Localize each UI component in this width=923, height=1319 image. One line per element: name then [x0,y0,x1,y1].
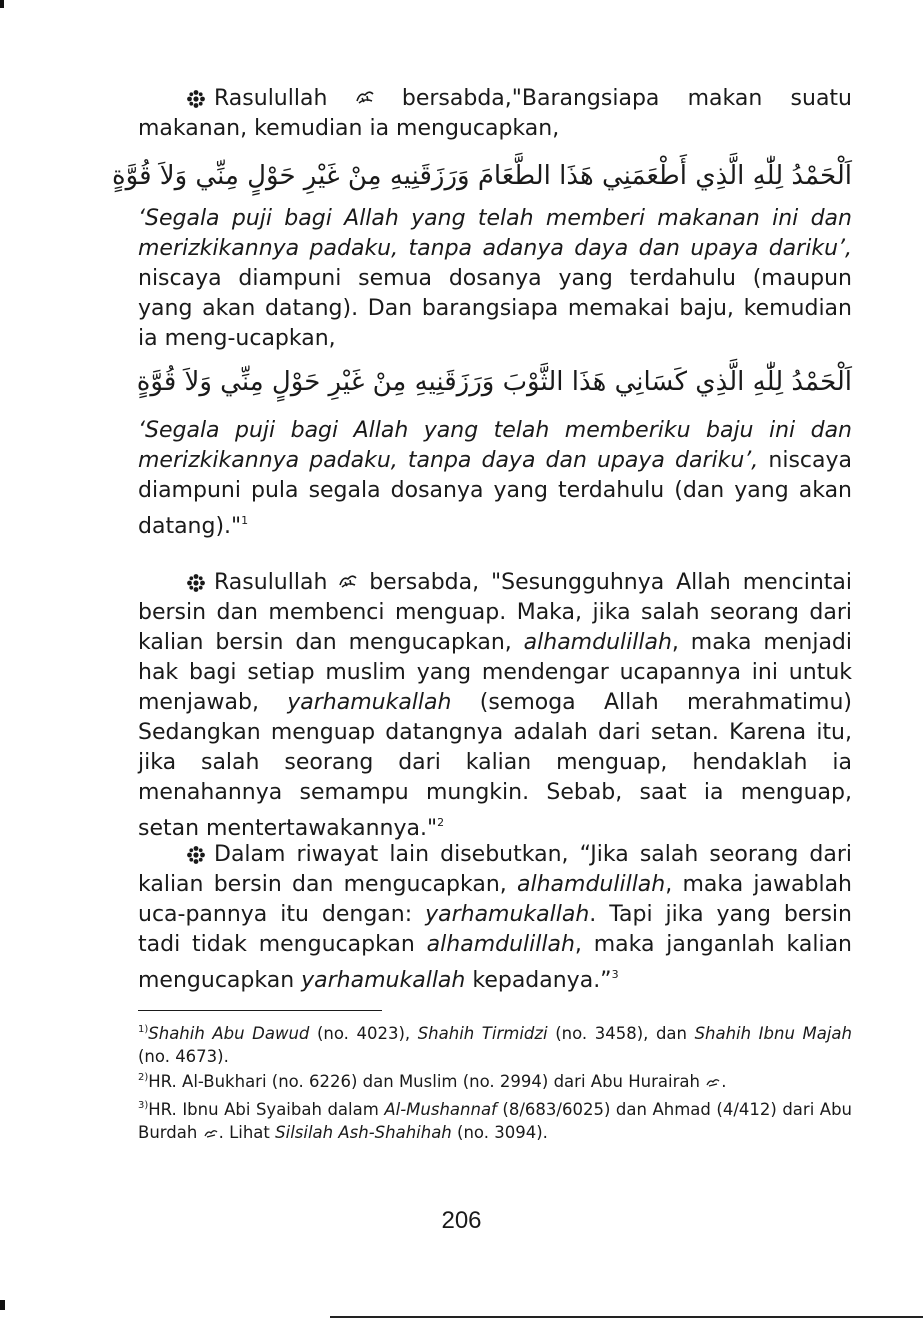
text-segment: . [721,1072,727,1091]
scan-bottom-line [330,1316,923,1318]
italic-source: Shahih Abu Dawud [148,1024,310,1043]
italic-term: alhamdulillah [517,872,666,897]
paragraph-translation-clothing [138,416,852,542]
italic-source: Shahih Tirmidzi [417,1024,548,1043]
footnote-ref: 1 [241,514,249,527]
footnote-mark: 1) [138,1024,149,1035]
italic-term: alhamdulillah [426,932,575,957]
text-segment: bersabda,"Barangsiapa makan suatu makanan, [138,86,852,141]
flower-ornament-icon [186,568,214,598]
text-segment: kepadanya.” [472,968,612,993]
arabic-dua-clothing: اَلْحَمْدُ لِلّٰهِ الَّذِي كَسَانِي هَذَا الثَّوْبَ وَرَزَقَنِيهِ مِنْ غَيْرِ حَوْلٍ مِنِّي وَلاَ قُوَّةٍ [136,367,852,397]
text-segment: , maka janganlah kalian mengucapkan [138,932,853,993]
text-segment: , maka jawablah uca-pannya itu dengan: [138,872,853,927]
footnote-mark: 2) [138,1072,149,1083]
text-segment: (no. 3458), dan [555,1024,687,1043]
salawat-glyph-icon [339,570,357,595]
paragraph-translation-eating [138,204,852,354]
paragraph-hadith-eating [138,84,852,144]
text-segment: kemudian ia mengucapkan, [254,116,560,141]
italic-term: yarhamukallah [287,690,452,715]
italic-translation: ‘Segala puji bagi Allah yang telah memberiku baju ini dan merizkikannya padaku, tanpa daya dan upaya dariku’, [138,418,852,473]
footnote-ref: 2 [437,816,445,829]
italic-term: yarhamukallah [301,968,466,993]
radiyallahu-glyph-icon [705,1070,721,1093]
footnote-2 [138,1066,852,1093]
italic-source: Silsilah Ash-Shahihah [275,1123,452,1142]
footnote-mark: 3) [138,1100,149,1111]
footnote-3 [138,1094,852,1144]
text-segment: Dalam riwayat lain disebutkan, “Jika salah seorang dari kalian bersin dan mengucapkan, [138,842,852,897]
salawat-glyph-icon [356,86,374,111]
text-segment: (no. 4673). [138,1047,229,1066]
italic-term: yarhamukallah [425,902,590,927]
arabic-dua-eating: اَلْحَمْدُ لِلّٰهِ الَّذِي أَطْعَمَنِي هَذَا الطَّعَامَ وَرَزَقَنِيهِ مِنْ غَيْرِ حَوْلٍ مِنِّي وَلاَ قُوَّةٍ [112,161,852,191]
text-segment: bersabda, "Sesungguhnya Allah mencintai bersin dan membenci menguap. Maka, jika salah seorang dari kalian bersin dan mengucapkan, [138,570,852,655]
text-segment: , maka menjadi hak bagi setiap muslim yang mendengar ucapannya ini untuk menjawab, [138,630,852,715]
text-segment: . Tapi jika yang bersin tadi tidak mengucapkan [138,902,852,957]
scan-edge-mark [0,0,4,8]
flower-ornament-icon [186,840,214,870]
text-segment: . Lihat [218,1123,270,1142]
footnote-ref: 3 [611,968,619,981]
italic-translation: ‘Segala puji bagi Allah yang telah memberi makanan ini dan merizkikannya padaku, tanpa adanya daya dan upaya dariku’, [138,206,852,261]
text-segment: Rasulullah [214,570,328,595]
italic-source: Shahih Ibnu Majah [694,1024,852,1043]
text-segment: niscaya diampuni semua dosanya yang terdahulu (maupun yang akan datang). Dan barangsiapa memakai baju, kemudian ia meng-ucapkan, [138,266,852,351]
text-segment: niscaya diampuni pula segala dosanya yang terdahulu (dan yang akan datang)." [138,448,852,539]
paragraph-other-narration [138,840,852,996]
paragraph-hadith-sneezing [138,568,852,844]
text-segment: HR. Ibnu Abi Syaibah dalam [148,1100,379,1119]
flower-ornament-icon [186,84,214,114]
text-segment: Rasulullah [214,86,328,111]
scan-edge-mark [0,1300,5,1310]
page-number: 206 [441,1207,482,1234]
text-segment: HR. Al-Bukhari (no. 6226) dan Muslim (no. 2994) dari Abu Hurairah [148,1072,700,1091]
footnote-divider [138,1010,382,1011]
text-segment: (no. 3094). [457,1123,548,1142]
text-segment: (semoga Allah merahmatimu) Sedangkan menguap datangnya adalah dari setan. Karena itu, jika salah seorang dari kalian menguap, hendaklah ia menahannya semampu mungkin. Sebab, saat ia menguap, setan mentertawakannya." [138,690,852,841]
italic-source: Al-Mushannaf [384,1100,497,1119]
radiyallahu-glyph-icon [203,1121,219,1144]
text-segment: (no. 4023), [316,1024,411,1043]
text-segment: (8/683/6025) dan Ahmad (4/412) dari Abu Burdah [138,1100,853,1142]
italic-term: alhamdulillah [523,630,672,655]
footnote-1 [138,1018,852,1068]
